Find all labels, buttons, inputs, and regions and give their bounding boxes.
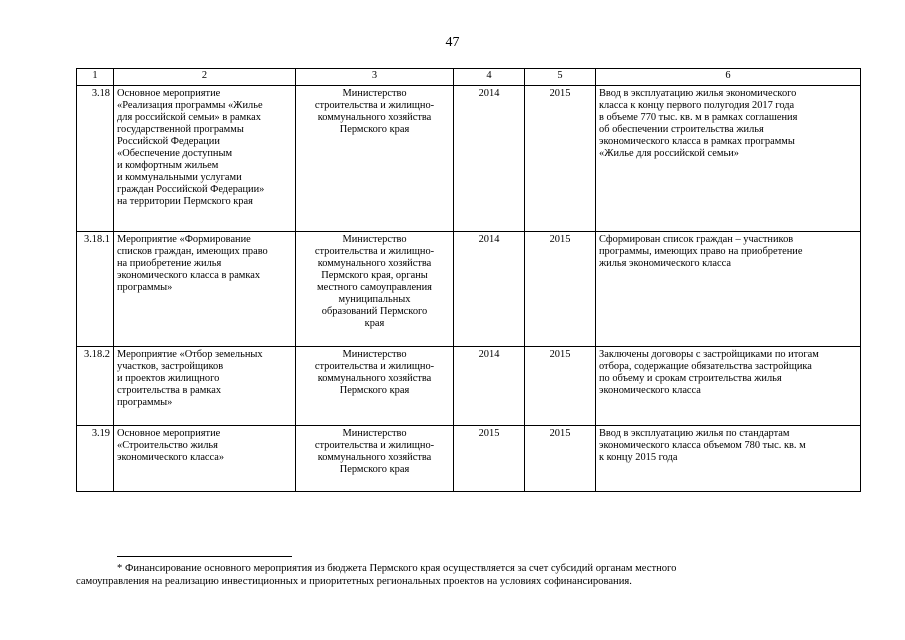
footnote-line: самоуправления на реализацию инвестиционных и приоритетных региональных проектов на условиях софинансирования. <box>76 576 632 587</box>
header-col-3: 3 <box>296 69 454 86</box>
header-col-4: 4 <box>454 69 525 86</box>
start-year: 2014 <box>454 347 525 426</box>
executor <box>296 86 454 232</box>
start-year: 2014 <box>454 86 525 232</box>
table-row <box>77 86 861 232</box>
row-number: 3.18.2 <box>77 347 114 426</box>
header-col-5: 5 <box>525 69 596 86</box>
text-line: программы, имеющих право на приобретение <box>599 246 803 257</box>
expected-result <box>596 86 861 232</box>
text-line: Российской Федерации <box>117 136 220 147</box>
text-line: на приобретение жилья <box>117 258 222 269</box>
text-line: строительства и жилищно- <box>314 100 435 111</box>
text-line: участков, застройщиков <box>117 361 224 372</box>
text-line: «Обеспечение доступным <box>117 148 233 159</box>
text-line: строительства и жилищно- <box>314 246 435 257</box>
text-line: «Реализация программы «Жилье <box>117 100 263 111</box>
text-line: края <box>364 318 385 329</box>
end-year: 2015 <box>525 347 596 426</box>
row-number: 3.18.1 <box>77 232 114 347</box>
expected-result <box>596 426 861 492</box>
text-line: Пермского края <box>339 464 410 475</box>
text-line: Сформирован список граждан – участников <box>599 234 794 245</box>
text-line: «Строительство жилья <box>117 440 218 451</box>
text-line: Пермского края <box>339 385 410 396</box>
table-row <box>77 347 861 426</box>
text-line: Министерство <box>342 88 407 99</box>
text-line: Ввод в эксплуатацию жилья экономического <box>599 88 797 99</box>
end-year: 2015 <box>525 426 596 492</box>
executor <box>296 232 454 347</box>
header-col-6: 6 <box>596 69 861 86</box>
text-line: Основное мероприятие <box>117 428 221 439</box>
text-line: Мероприятие «Отбор земельных <box>117 349 263 360</box>
text-line: местного самоуправления <box>317 282 432 293</box>
table-header-row <box>77 69 861 86</box>
text-line: об обеспечении строительства жилья <box>599 124 764 135</box>
executor <box>296 426 454 492</box>
table-row <box>77 232 861 347</box>
text-line: строительства и жилищно- <box>314 440 435 451</box>
header-col-2: 2 <box>114 69 296 86</box>
measure-name <box>114 232 296 347</box>
text-line: экономического класса <box>599 385 701 396</box>
footnote <box>76 562 860 588</box>
row-number: 3.19 <box>77 426 114 492</box>
text-line: программы» <box>117 397 173 408</box>
text-line: Министерство <box>342 234 407 245</box>
text-line: списков граждан, имеющих право <box>117 246 268 257</box>
end-year: 2015 <box>525 86 596 232</box>
text-line: Пермского края <box>339 124 410 135</box>
text-line: и коммунальными услугами <box>117 172 242 183</box>
text-line: Пермского края, органы <box>321 270 428 281</box>
text-line: коммунального хозяйства <box>317 112 432 123</box>
text-line: Ввод в эксплуатацию жилья по стандартам <box>599 428 790 439</box>
text-line: муниципальных <box>338 294 411 305</box>
text-line: экономического класса» <box>117 452 225 463</box>
expected-result <box>596 232 861 347</box>
text-line: экономического класса в рамках <box>117 270 261 281</box>
text-line: к концу 2015 года <box>599 452 678 463</box>
text-line: отбора, содержащие обязательства застройщика <box>599 361 812 372</box>
text-line: и комфортным жильем <box>117 160 219 171</box>
text-line: экономического класса объемом 780 тыс. кв. м <box>599 440 806 451</box>
text-line: экономического класса в рамках программы <box>599 136 795 147</box>
expected-result <box>596 347 861 426</box>
text-line: Министерство <box>342 349 407 360</box>
text-line: коммунального хозяйства <box>317 373 432 384</box>
text-line: программы» <box>117 282 173 293</box>
table-row <box>77 426 861 492</box>
measure-name <box>114 426 296 492</box>
footnote-line: * Финансирование основного мероприятия из бюджета Пермского края осуществляется за счет субсидий органам местного <box>117 563 677 574</box>
text-line: жилья экономического класса <box>599 258 731 269</box>
text-line: строительства в рамках <box>117 385 222 396</box>
text-line: «Жилье для российской семьи» <box>599 148 739 159</box>
text-line: Министерство <box>342 428 407 439</box>
text-line: Заключены договоры с застройщиками по итогам <box>599 349 819 360</box>
text-line: коммунального хозяйства <box>317 452 432 463</box>
measure-name <box>114 347 296 426</box>
end-year: 2015 <box>525 232 596 347</box>
executor <box>296 347 454 426</box>
text-line: класса к концу первого полугодия 2017 года <box>599 100 795 111</box>
text-line: Основное мероприятие <box>117 88 221 99</box>
text-line: строительства и жилищно- <box>314 361 435 372</box>
row-number: 3.18 <box>77 86 114 232</box>
footnote-divider <box>117 556 292 557</box>
text-line: коммунального хозяйства <box>317 258 432 269</box>
start-year: 2014 <box>454 232 525 347</box>
text-line: Мероприятие «Формирование <box>117 234 251 245</box>
start-year: 2015 <box>454 426 525 492</box>
text-line: на территории Пермского края <box>117 196 253 207</box>
text-line: для российской семьи» в рамках <box>117 112 261 123</box>
measures-table <box>76 68 861 492</box>
text-line: образований Пермского <box>321 306 428 317</box>
header-col-1: 1 <box>77 69 114 86</box>
text-line: государственной программы <box>117 124 244 135</box>
text-line: в объеме 770 тыс. кв. м в рамках соглашения <box>599 112 798 123</box>
text-line: по объему и срокам строительства жилья <box>599 373 782 384</box>
text-line: граждан Российской Федерации» <box>117 184 265 195</box>
text-line: и проектов жилищного <box>117 373 220 384</box>
measure-name <box>114 86 296 232</box>
page-number: 47 <box>445 35 460 50</box>
